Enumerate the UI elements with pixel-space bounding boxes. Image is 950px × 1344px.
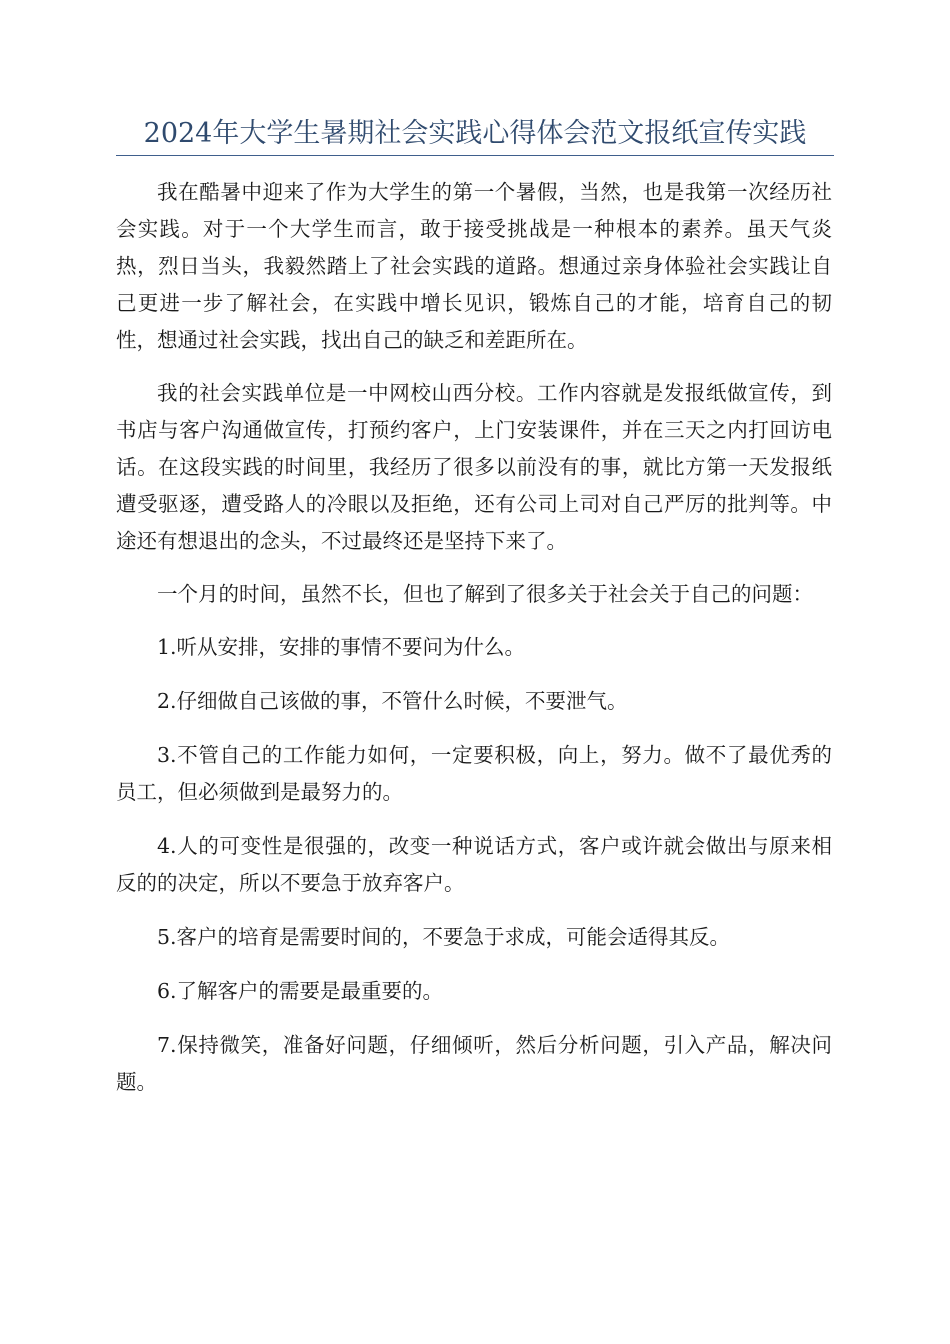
list-item: 2.仔细做自己该做的事，不管什么时候，不要泄气。 [157, 689, 628, 713]
list-item: 6.了解客户的需要是最重要的。 [157, 979, 444, 1003]
paragraph-lessons-intro: 一个月的时间，虽然不长，但也了解到了很多关于社会关于自己的问题： [157, 582, 813, 606]
paragraph-work-unit: 我的社会实践单位是一中网校山西分校。工作内容就是发报纸做宣传，到书店与客户沟通做宣传，打预约客户，上门安装课件，并在三天之内打回访电话。在这段实践的时间里，我经历了很多以前没有的事，就比方第一天发报纸遭受驱逐，遭受路人的冷眼以及拒绝，还有公司上司对自己严厉的批判等。中途还有想退出的念头，不过最终还是坚持下来了。 [116, 381, 832, 553]
list-item: 3.不管自己的工作能力如何，一定要积极，向上，努力。做不了最优秀的员工，但必须做到是最努力的。 [116, 743, 832, 804]
list-item: 4.人的可变性是很强的，改变一种说话方式，客户或许就会做出与原来相反的的决定，所以不要急于放弃客户。 [116, 834, 832, 895]
list-item: 7.保持微笑，准备好问题，仔细倾听，然后分析问题，引入产品，解决问题。 [116, 1033, 832, 1094]
document-body [116, 174, 832, 1118]
list-item: 1.听从安排，安排的事情不要问为什么。 [157, 635, 526, 659]
document-title: 2024年大学生暑期社会实践心得体会范文报纸宣传实践 [143, 118, 807, 149]
title-underline [116, 155, 834, 156]
list-item: 5.客户的培育是需要时间的，不要急于求成，可能会适得其反。 [157, 925, 731, 949]
paragraph-intro: 我在酷暑中迎来了作为大学生的第一个暑假，当然，也是我第一次经历社会实践。对于一个大学生而言，敢于接受挑战是一种根本的素养。虽天气炎热，烈日当头，我毅然踏上了社会实践的道路。想通过亲身体验社会实践让自己更进一步了解社会，在实践中增长见识，锻炼自己的才能，培育自己的韧性，想通过社会实践，找出自己的缺乏和差距所在。 [116, 180, 832, 352]
